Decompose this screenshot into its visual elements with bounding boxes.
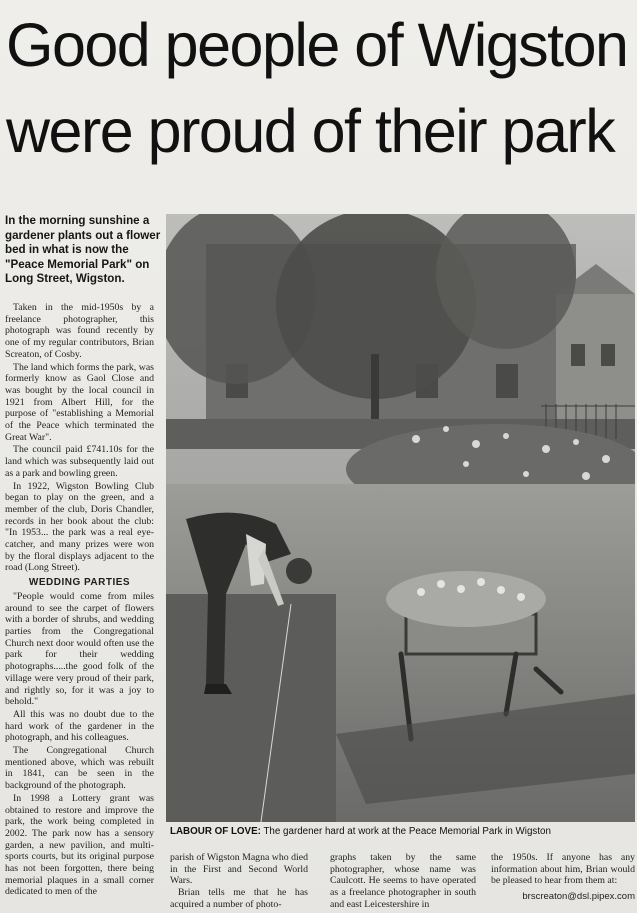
article-column-4	[491, 852, 635, 912]
caption-label: LABOUR OF LOVE:	[170, 826, 261, 837]
article-column-2	[170, 852, 308, 912]
intro-paragraph: In the morning sunshine a gardener plants out a flower bed in what is now the "Peace Memorial Park" on Long Street, Wigston.	[5, 214, 161, 286]
article-column-3	[330, 852, 476, 912]
park-photograph	[166, 214, 635, 822]
caption-text: The gardener hard at work at the Peace Memorial Park in Wigston	[263, 826, 551, 837]
paragraph: the 1950s. If anyone has any information about him, Brian would be pleased to hear from them at:	[491, 852, 635, 887]
paragraph: The Congregational Church mentioned above, which was rebuilt in 1841, can be seen in the background of the photograph.	[5, 745, 154, 792]
paragraph: In 1998 a Lottery grant was obtained to restore and improve the park, the work being completed in 2002. The park now has a sensory garden, a new pavilion, and multi-sports courts, but its original purpose has not been forgotten, there being memorial plaques in a small corner dedicated to men of the	[5, 792, 154, 898]
paragraph: The council paid £741.10s for the land which was subsequently laid out as a park and bowling green.	[5, 444, 154, 479]
headline-line-2: were proud of their park	[6, 97, 615, 165]
paragraph: graphs taken by the same photographer, whose name was Caulcott. He seems to have operated as a freelance photographer in south and east Leicestershire in	[330, 852, 476, 910]
paragraph: In 1922, Wigston Bowling Club began to play on the green, and a member of the club, Doris Chandler, records in her book about the club: "In 1953... the park was a real eye-catcher, and many prizes were won by the floral displays adjacent to the road (Long Street).	[5, 480, 154, 574]
headline	[6, 2, 634, 174]
headline-line-1: Good people of Wigston	[6, 11, 628, 79]
subheading: WEDDING PARTIES	[28, 577, 131, 589]
photograph-illustration	[166, 214, 635, 822]
article-column-1	[5, 302, 154, 899]
paragraph: "People would come from miles around to see the carpet of flowers with a border of shrubs, and wedding parties from the Congregational Church next door would often use the park for their wedding photographs.....the good folk of the village were very proud of their park, and rightly so, for it was a joy to behold."	[5, 590, 154, 708]
photo-caption	[170, 826, 634, 837]
paragraph: All this was no doubt due to the hard work of the gardener in the photograph, and his colleagues.	[5, 708, 154, 744]
contact-email: brscreaton@dsl.pipex.com	[522, 891, 635, 903]
paragraph: The land which forms the park, was formerly know as Gaol Close and was bought by the local council in 1921 from Albert Hill, for the purpose of "establishing a Memorial of the Peace which terminated the Great War".	[5, 361, 154, 443]
paragraph: parish of Wigston Magna who died in the First and Second World Wars.	[170, 852, 308, 887]
paragraph: Brian tells me that he has acquired a number of photo-	[170, 887, 308, 910]
paragraph: Taken in the mid-1950s by a freelance photographer, this photograph was found recently by one of my regular contributors, Brian Screaton, of Cosby.	[5, 302, 154, 360]
